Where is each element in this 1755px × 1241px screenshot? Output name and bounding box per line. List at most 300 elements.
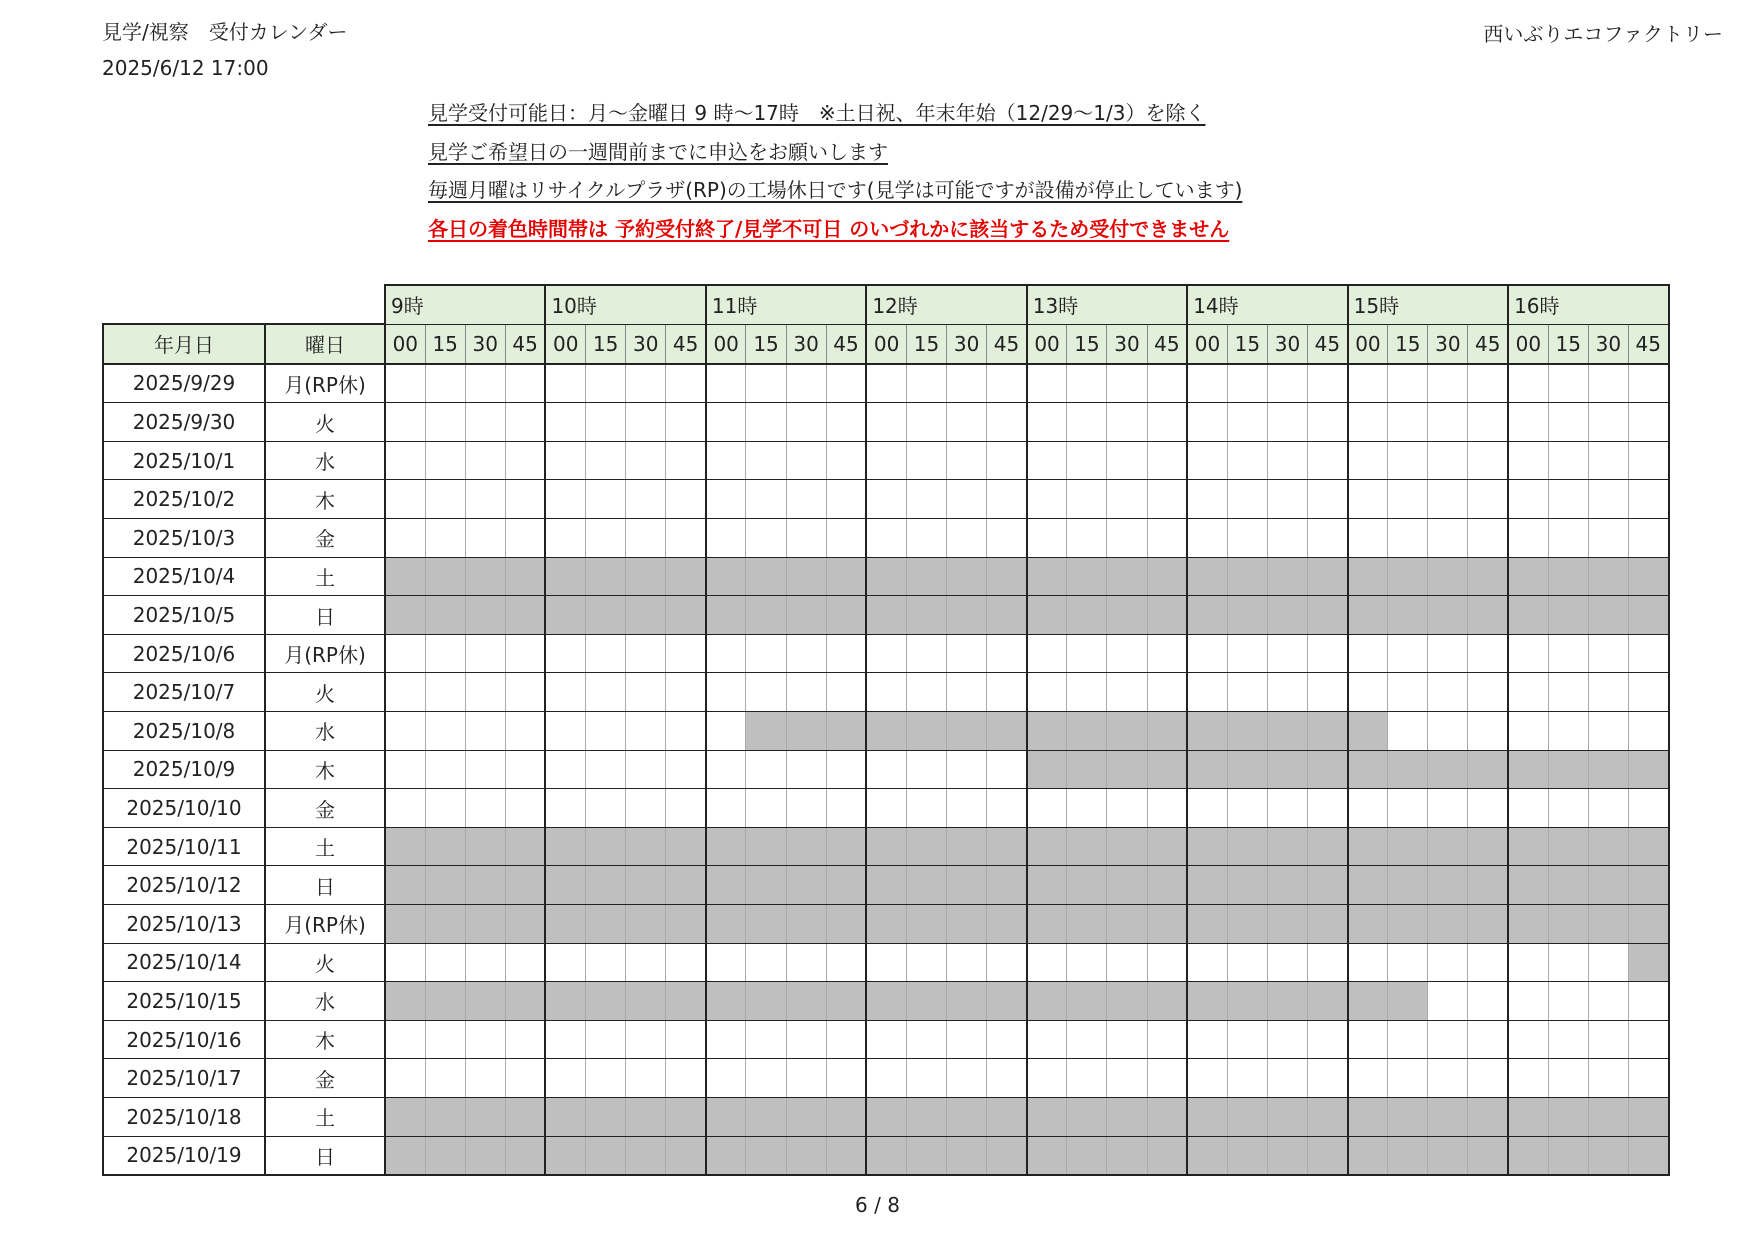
time-slot: [1107, 1020, 1147, 1059]
time-slot: [987, 519, 1027, 558]
time-slot-unavailable: [1147, 982, 1187, 1021]
time-slot: [425, 712, 465, 751]
time-slot: [947, 480, 987, 519]
time-slot: [1308, 789, 1348, 828]
time-slot: [626, 364, 666, 403]
time-slot-unavailable: [987, 905, 1027, 944]
time-slot-unavailable: [1388, 750, 1428, 789]
time-slot-unavailable: [786, 866, 826, 905]
time-slot-unavailable: [706, 557, 746, 596]
time-slot: [786, 480, 826, 519]
time-slot: [425, 1020, 465, 1059]
time-slot-unavailable: [1147, 866, 1187, 905]
time-slot-unavailable: [1348, 557, 1388, 596]
time-slot: [1508, 364, 1548, 403]
reservation-calendar-table: [102, 284, 1670, 1176]
time-slot: [1348, 364, 1388, 403]
time-slot: [1588, 943, 1628, 982]
weekday-column-header: 曜日: [265, 324, 385, 364]
time-slot: [1267, 480, 1307, 519]
time-slot: [385, 673, 425, 712]
hour-header: 16時: [1508, 285, 1668, 324]
minute-header: 30: [786, 324, 826, 364]
time-slot-unavailable: [1027, 827, 1067, 866]
time-slot: [826, 1059, 866, 1098]
minute-header: 30: [1428, 324, 1468, 364]
time-slot-unavailable: [1628, 827, 1668, 866]
time-slot: [1588, 712, 1628, 751]
minute-header: 15: [746, 324, 786, 364]
hour-header-row: [103, 285, 1669, 324]
time-slot-unavailable: [1628, 905, 1668, 944]
table-row: [103, 557, 1669, 596]
time-slot: [545, 441, 585, 480]
time-slot-unavailable: [666, 827, 706, 866]
minute-header: 00: [1508, 324, 1548, 364]
time-slot: [1508, 712, 1548, 751]
time-slot: [786, 789, 826, 828]
time-slot-unavailable: [706, 982, 746, 1021]
weekday-cell: 月(RP休): [265, 905, 385, 944]
minute-header: 45: [1147, 324, 1187, 364]
time-slot-unavailable: [706, 827, 746, 866]
table-row: [103, 480, 1669, 519]
minute-header: 00: [545, 324, 585, 364]
time-slot-unavailable: [866, 596, 906, 635]
time-slot: [666, 789, 706, 828]
time-slot: [706, 943, 746, 982]
time-slot-unavailable: [626, 866, 666, 905]
hour-header: 13時: [1027, 285, 1187, 324]
time-slot: [906, 403, 946, 442]
time-slot: [866, 1020, 906, 1059]
time-slot: [465, 712, 505, 751]
time-slot: [1308, 403, 1348, 442]
minute-header: 00: [385, 324, 425, 364]
time-slot: [385, 519, 425, 558]
time-slot-unavailable: [1508, 1097, 1548, 1136]
time-slot: [626, 789, 666, 828]
time-slot-unavailable: [1468, 827, 1508, 866]
time-slot: [1428, 943, 1468, 982]
table-row: [103, 905, 1669, 944]
time-slot: [545, 750, 585, 789]
time-slot: [866, 519, 906, 558]
weekday-cell: 金: [265, 1059, 385, 1098]
time-slot-unavailable: [1588, 557, 1628, 596]
time-slot-unavailable: [1388, 557, 1428, 596]
time-slot-unavailable: [1227, 905, 1267, 944]
time-slot: [1548, 634, 1588, 673]
time-slot: [1308, 519, 1348, 558]
time-slot-unavailable: [1508, 827, 1548, 866]
time-slot-unavailable: [1227, 1097, 1267, 1136]
time-slot: [545, 712, 585, 751]
time-slot: [786, 519, 826, 558]
time-slot: [1147, 1059, 1187, 1098]
time-slot-unavailable: [1308, 1136, 1348, 1175]
time-slot: [1508, 1059, 1548, 1098]
time-slot-unavailable: [586, 982, 626, 1021]
time-slot-unavailable: [1588, 866, 1628, 905]
time-slot-unavailable: [786, 1097, 826, 1136]
time-slot-unavailable: [1588, 750, 1628, 789]
table-row: [103, 827, 1669, 866]
time-slot: [947, 943, 987, 982]
time-slot: [1107, 634, 1147, 673]
time-slot-unavailable: [706, 596, 746, 635]
hour-header: 12時: [866, 285, 1026, 324]
time-slot-unavailable: [586, 1097, 626, 1136]
time-slot: [1388, 673, 1428, 712]
time-slot: [1468, 519, 1508, 558]
time-slot: [385, 789, 425, 828]
time-slot-unavailable: [586, 557, 626, 596]
time-slot-unavailable: [1027, 596, 1067, 635]
time-slot: [1187, 441, 1227, 480]
time-slot: [1147, 789, 1187, 828]
minute-header: 15: [1227, 324, 1267, 364]
time-slot-unavailable: [1348, 827, 1388, 866]
minute-header: 30: [1588, 324, 1628, 364]
time-slot: [1067, 519, 1107, 558]
time-slot: [1067, 673, 1107, 712]
time-slot: [987, 403, 1027, 442]
time-slot: [1548, 1020, 1588, 1059]
time-slot: [1428, 634, 1468, 673]
time-slot-unavailable: [1628, 596, 1668, 635]
time-slot-unavailable: [1067, 982, 1107, 1021]
hour-header: 15時: [1348, 285, 1508, 324]
time-slot: [465, 789, 505, 828]
time-slot: [1548, 1059, 1588, 1098]
time-slot: [1508, 519, 1548, 558]
time-slot: [1348, 441, 1388, 480]
time-slot-unavailable: [866, 712, 906, 751]
time-slot-unavailable: [465, 1097, 505, 1136]
time-slot-unavailable: [545, 982, 585, 1021]
time-slot-unavailable: [1107, 982, 1147, 1021]
time-slot-unavailable: [505, 1097, 545, 1136]
time-slot: [465, 441, 505, 480]
time-slot-unavailable: [987, 827, 1027, 866]
time-slot-unavailable: [746, 866, 786, 905]
time-slot-unavailable: [1267, 557, 1307, 596]
time-slot: [626, 441, 666, 480]
time-slot: [1187, 1020, 1227, 1059]
time-slot-unavailable: [1227, 712, 1267, 751]
time-slot: [666, 943, 706, 982]
time-slot: [1107, 364, 1147, 403]
time-slot-unavailable: [1107, 750, 1147, 789]
time-slot: [505, 1020, 545, 1059]
time-slot: [987, 634, 1027, 673]
time-slot: [1628, 519, 1668, 558]
time-slot: [826, 403, 866, 442]
time-slot: [1428, 789, 1468, 828]
notes-block: [428, 94, 1242, 248]
time-slot: [1468, 634, 1508, 673]
time-slot: [1107, 519, 1147, 558]
time-slot-unavailable: [425, 557, 465, 596]
time-slot-unavailable: [1267, 750, 1307, 789]
minute-header: 15: [906, 324, 946, 364]
time-slot: [1187, 480, 1227, 519]
time-slot: [1348, 1020, 1388, 1059]
time-slot-unavailable: [1147, 827, 1187, 866]
time-slot: [1588, 480, 1628, 519]
time-slot-unavailable: [1267, 905, 1307, 944]
weekday-cell: 木: [265, 480, 385, 519]
time-slot: [1147, 480, 1187, 519]
time-slot: [1388, 441, 1428, 480]
time-slot: [1628, 441, 1668, 480]
time-slot-unavailable: [1348, 1136, 1388, 1175]
minute-header: 00: [866, 324, 906, 364]
time-slot-unavailable: [1187, 557, 1227, 596]
table-corner: [103, 285, 385, 324]
time-slot: [1147, 403, 1187, 442]
time-slot: [987, 673, 1027, 712]
time-slot: [1428, 519, 1468, 558]
time-slot: [706, 364, 746, 403]
time-slot-unavailable: [666, 557, 706, 596]
time-slot: [1468, 982, 1508, 1021]
time-slot: [1147, 441, 1187, 480]
time-slot: [1468, 789, 1508, 828]
time-slot: [947, 519, 987, 558]
time-slot-unavailable: [1308, 750, 1348, 789]
time-slot-unavailable: [1388, 1136, 1428, 1175]
time-slot: [1227, 943, 1267, 982]
weekday-cell: 木: [265, 750, 385, 789]
time-slot-unavailable: [746, 596, 786, 635]
time-slot: [1027, 480, 1067, 519]
time-slot: [1107, 943, 1147, 982]
time-slot-unavailable: [425, 596, 465, 635]
minute-header: 45: [1628, 324, 1668, 364]
minute-header: 45: [826, 324, 866, 364]
time-slot-unavailable: [866, 905, 906, 944]
time-slot: [626, 1020, 666, 1059]
time-slot: [1548, 403, 1588, 442]
time-slot: [1067, 1059, 1107, 1098]
time-slot: [1428, 364, 1468, 403]
date-cell: 2025/10/5: [103, 596, 265, 635]
time-slot-unavailable: [1428, 596, 1468, 635]
time-slot: [1348, 943, 1388, 982]
time-slot: [1308, 364, 1348, 403]
minute-header: 45: [1468, 324, 1508, 364]
time-slot: [465, 943, 505, 982]
time-slot-unavailable: [1267, 866, 1307, 905]
time-slot: [586, 750, 626, 789]
time-slot: [706, 1020, 746, 1059]
time-slot-unavailable: [545, 1097, 585, 1136]
time-slot-unavailable: [666, 1097, 706, 1136]
time-slot: [425, 1059, 465, 1098]
time-slot: [465, 480, 505, 519]
time-slot: [1388, 634, 1428, 673]
time-slot-unavailable: [947, 827, 987, 866]
time-slot-unavailable: [1267, 1136, 1307, 1175]
time-slot-unavailable: [1628, 866, 1668, 905]
time-slot: [1027, 634, 1067, 673]
time-slot-unavailable: [906, 905, 946, 944]
time-slot-unavailable: [385, 1136, 425, 1175]
time-slot-unavailable: [1548, 866, 1588, 905]
time-slot-unavailable: [465, 557, 505, 596]
time-slot: [826, 673, 866, 712]
time-slot: [505, 519, 545, 558]
time-slot-unavailable: [1227, 596, 1267, 635]
time-slot: [1588, 441, 1628, 480]
time-slot: [1388, 364, 1428, 403]
time-slot: [906, 673, 946, 712]
time-slot-unavailable: [1468, 1136, 1508, 1175]
time-slot: [505, 750, 545, 789]
time-slot: [947, 750, 987, 789]
time-slot: [1508, 403, 1548, 442]
time-slot: [1067, 480, 1107, 519]
time-slot: [906, 519, 946, 558]
time-slot-unavailable: [746, 905, 786, 944]
time-slot: [786, 750, 826, 789]
time-slot: [1508, 480, 1548, 519]
minute-header: 30: [465, 324, 505, 364]
time-slot: [1067, 364, 1107, 403]
time-slot-unavailable: [425, 866, 465, 905]
time-slot: [1548, 480, 1588, 519]
time-slot: [1227, 480, 1267, 519]
time-slot: [1388, 480, 1428, 519]
time-slot-unavailable: [1187, 905, 1227, 944]
time-slot-unavailable: [1267, 827, 1307, 866]
time-slot-unavailable: [1107, 557, 1147, 596]
time-slot-unavailable: [1187, 712, 1227, 751]
time-slot-unavailable: [1027, 982, 1067, 1021]
time-slot-unavailable: [1027, 1097, 1067, 1136]
time-slot-unavailable: [505, 866, 545, 905]
time-slot: [505, 712, 545, 751]
time-slot: [626, 750, 666, 789]
time-slot: [425, 403, 465, 442]
time-slot-unavailable: [385, 596, 425, 635]
time-slot-unavailable: [1067, 866, 1107, 905]
time-slot-unavailable: [545, 905, 585, 944]
time-slot: [1107, 403, 1147, 442]
time-slot: [1348, 1059, 1388, 1098]
date-cell: 2025/10/4: [103, 557, 265, 596]
time-slot-unavailable: [1628, 557, 1668, 596]
time-slot: [385, 712, 425, 751]
time-slot: [1147, 673, 1187, 712]
time-slot: [1588, 634, 1628, 673]
time-slot: [1428, 1020, 1468, 1059]
time-slot: [1428, 403, 1468, 442]
minute-header-row: [103, 324, 1669, 364]
time-slot-unavailable: [1388, 1097, 1428, 1136]
time-slot-unavailable: [866, 866, 906, 905]
time-slot-unavailable: [826, 1136, 866, 1175]
time-slot: [1508, 673, 1548, 712]
time-slot: [866, 1059, 906, 1098]
time-slot-unavailable: [505, 827, 545, 866]
time-slot: [987, 441, 1027, 480]
time-slot: [987, 943, 1027, 982]
time-slot-unavailable: [1067, 1136, 1107, 1175]
weekday-cell: 水: [265, 712, 385, 751]
time-slot-unavailable: [586, 905, 626, 944]
date-cell: 2025/10/10: [103, 789, 265, 828]
time-slot: [947, 364, 987, 403]
time-slot-unavailable: [505, 596, 545, 635]
time-slot: [505, 1059, 545, 1098]
time-slot-unavailable: [425, 1097, 465, 1136]
time-slot-unavailable: [1468, 596, 1508, 635]
time-slot-unavailable: [947, 712, 987, 751]
time-slot-unavailable: [666, 905, 706, 944]
time-slot-unavailable: [626, 557, 666, 596]
date-cell: 2025/9/30: [103, 403, 265, 442]
time-slot-unavailable: [746, 982, 786, 1021]
time-slot: [1227, 673, 1267, 712]
time-slot: [1428, 673, 1468, 712]
time-slot-unavailable: [1107, 1097, 1147, 1136]
time-slot-unavailable: [1027, 712, 1067, 751]
time-slot: [1508, 441, 1548, 480]
time-slot-unavailable: [1227, 1136, 1267, 1175]
time-slot: [1267, 789, 1307, 828]
time-slot: [1628, 789, 1668, 828]
time-slot: [545, 403, 585, 442]
date-column-header: 年月日: [103, 324, 265, 364]
time-slot-unavailable: [987, 596, 1027, 635]
time-slot: [1348, 789, 1388, 828]
time-slot-unavailable: [626, 1136, 666, 1175]
time-slot-unavailable: [786, 905, 826, 944]
time-slot: [947, 789, 987, 828]
time-slot: [987, 1020, 1027, 1059]
time-slot: [906, 1059, 946, 1098]
time-slot-unavailable: [786, 712, 826, 751]
minute-header: 00: [1027, 324, 1067, 364]
time-slot: [706, 480, 746, 519]
time-slot: [1428, 1059, 1468, 1098]
time-slot-unavailable: [987, 866, 1027, 905]
time-slot-unavailable: [866, 557, 906, 596]
table-row: [103, 441, 1669, 480]
table-row: [103, 750, 1669, 789]
time-slot-unavailable: [1187, 866, 1227, 905]
time-slot: [866, 403, 906, 442]
time-slot: [826, 364, 866, 403]
weekday-cell: 金: [265, 789, 385, 828]
date-cell: 2025/10/18: [103, 1097, 265, 1136]
time-slot: [385, 441, 425, 480]
time-slot-unavailable: [1428, 866, 1468, 905]
date-cell: 2025/9/29: [103, 364, 265, 403]
time-slot: [866, 789, 906, 828]
weekday-cell: 日: [265, 596, 385, 635]
time-slot: [505, 441, 545, 480]
time-slot-unavailable: [1388, 982, 1428, 1021]
weekday-cell: 土: [265, 557, 385, 596]
time-slot: [906, 441, 946, 480]
time-slot: [1588, 403, 1628, 442]
time-slot-unavailable: [1107, 827, 1147, 866]
time-slot-unavailable: [1308, 712, 1348, 751]
